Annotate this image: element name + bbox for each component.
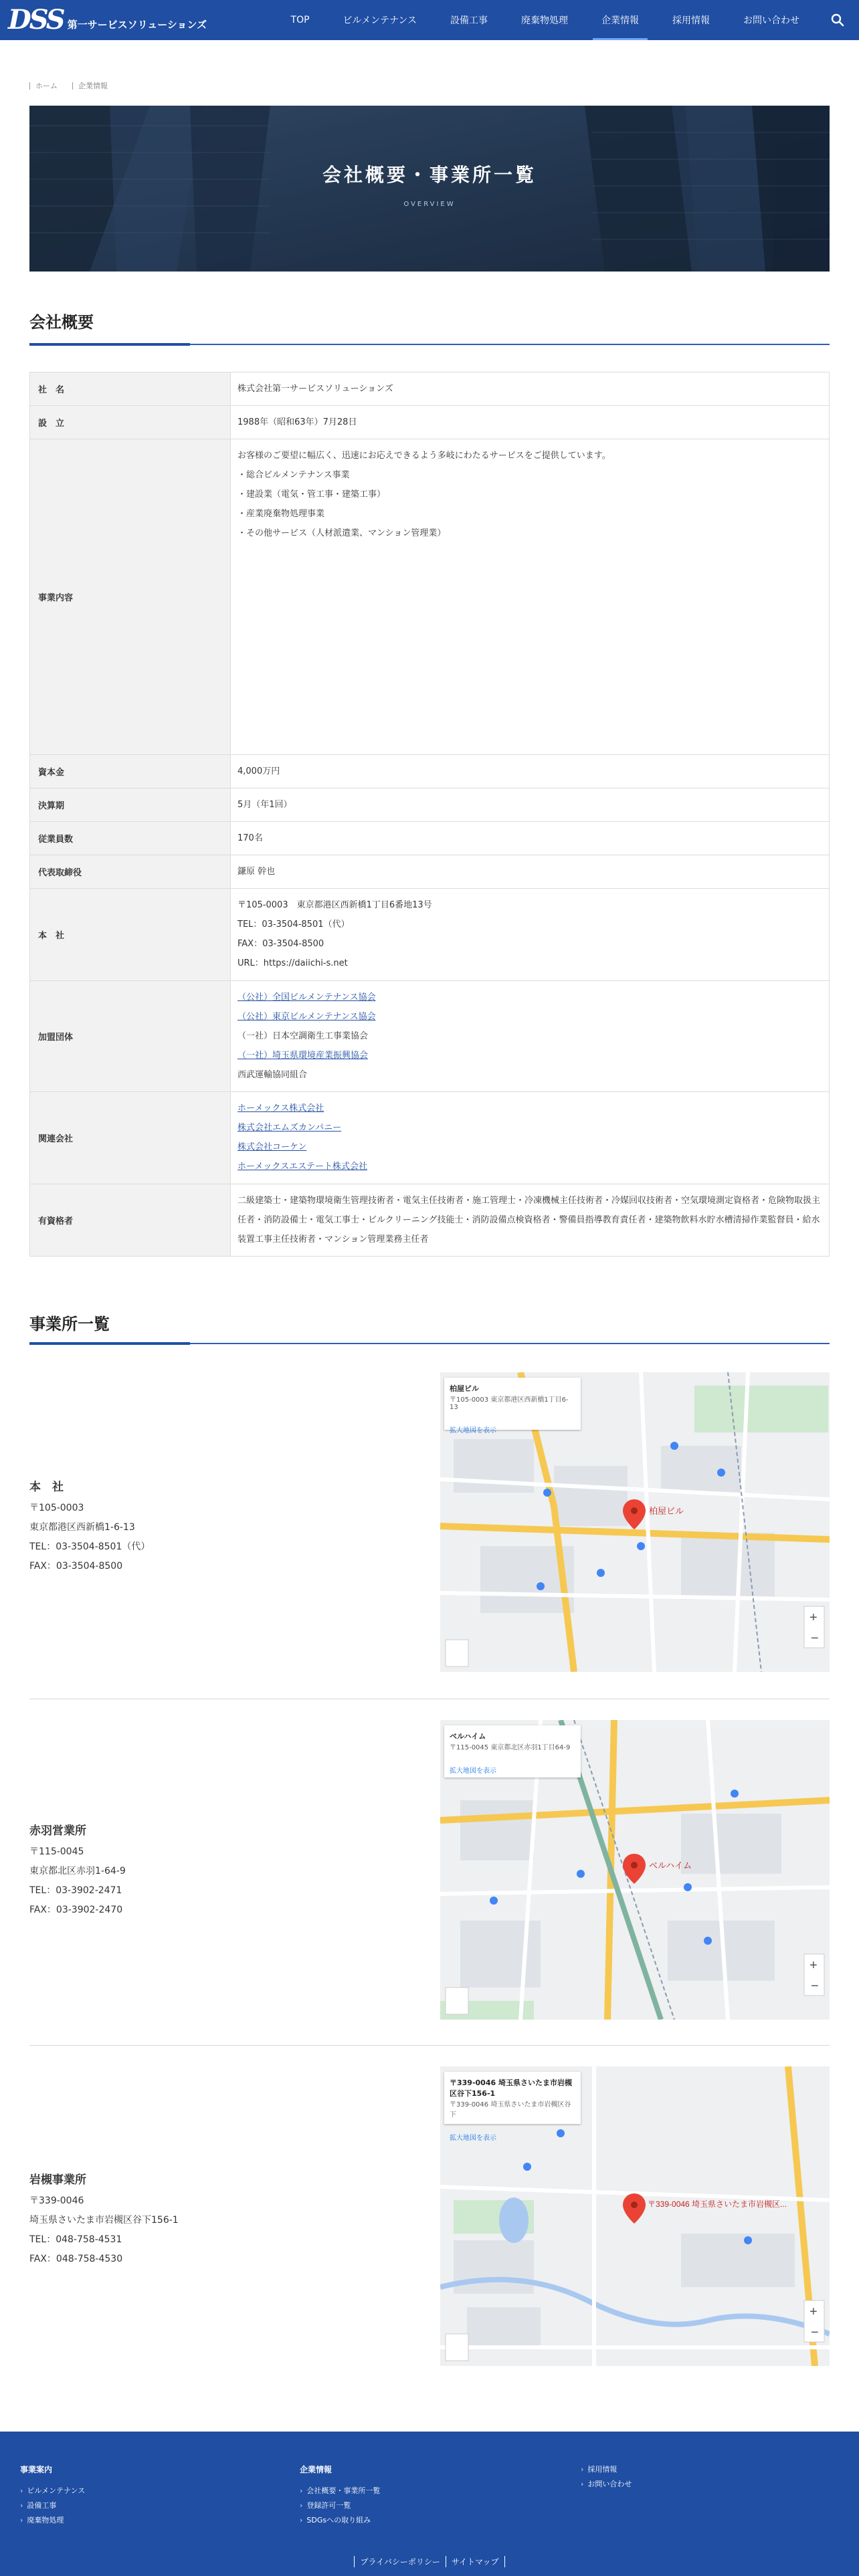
nav-contact[interactable]: お問い合わせ	[743, 15, 799, 26]
row-value	[231, 439, 830, 755]
map-card-title: 柏屋ビル	[450, 1384, 479, 1393]
table-row	[30, 439, 830, 755]
map-enlarge-link[interactable]: 拡大地図を表示	[450, 1767, 496, 1775]
map-info-card	[444, 1725, 581, 1778]
map-card-address: 〒115-0045 東京都北区赤羽1丁目64-9	[450, 1744, 571, 1751]
office-address: 東京都北区赤羽1-64-9	[29, 1866, 126, 1876]
office-tel: TEL：03-3902-2471	[29, 1885, 122, 1896]
row-value	[231, 981, 830, 1092]
office-zip: 〒115-0045	[29, 1846, 84, 1857]
nav-building-maintenance[interactable]: ビルメンテナンス	[343, 15, 417, 26]
association-item: 西武運輸協同組合	[237, 1070, 308, 1080]
table-row	[30, 1092, 830, 1184]
footer-bottom-links	[0, 2556, 859, 2567]
map-type-toggle[interactable]	[446, 1988, 468, 2014]
office-block-iwatsuki	[29, 2066, 830, 2366]
footer-col-other	[581, 2462, 632, 2492]
related-company-link[interactable]: ホーメックスエステート株式会社	[237, 1162, 367, 1172]
row-label: 従業員数	[30, 822, 231, 855]
svg-text:+: +	[809, 1610, 818, 1625]
sitemap-link[interactable]: サイトマップ	[446, 2556, 505, 2567]
office-divider	[29, 2045, 830, 2046]
svg-text:−: −	[811, 1631, 819, 1646]
row-value: 株式会社第一サービスソリューションズ	[231, 372, 830, 406]
logo-text: 第一サービスソリューションズ	[67, 18, 207, 31]
office-block-akabane	[29, 1720, 830, 2020]
section-title-offices: 事業所一覧	[29, 1315, 110, 1333]
office-zip: 〒339-0046	[29, 2195, 84, 2206]
site-header	[0, 0, 859, 40]
table-row	[30, 372, 830, 406]
google-map[interactable]	[440, 1720, 830, 2020]
related-company-link[interactable]: 株式会社エムズカンパニー	[237, 1123, 342, 1133]
hq-fax: FAX：03-3504-8500	[237, 939, 324, 949]
page-subtitle: OVERVIEW	[403, 201, 456, 208]
office-block-headquarters	[29, 1372, 830, 1672]
section-underline	[29, 344, 830, 345]
table-row	[30, 855, 830, 889]
site-logo[interactable]	[8, 3, 207, 37]
row-label: 代表取締役	[30, 855, 231, 889]
row-value: 4,000万円	[231, 755, 830, 788]
hq-url: URL：https://daiichi-s.net	[237, 958, 348, 968]
zoom-controls[interactable]	[804, 1954, 824, 1996]
breadcrumb	[29, 80, 108, 91]
row-label: 事業内容	[30, 439, 231, 755]
nav-recruit[interactable]: 採用情報	[672, 15, 710, 26]
map-enlarge-link[interactable]: 拡大地図を表示	[450, 1427, 496, 1434]
office-tel: TEL：048-758-4531	[29, 2234, 122, 2245]
svg-text:−: −	[811, 1979, 819, 1994]
related-company-link[interactable]: 株式会社コーケン	[237, 1142, 307, 1152]
google-map[interactable]	[440, 2066, 830, 2366]
row-value	[231, 1092, 830, 1184]
office-address: 東京都港区西新橋1-6-13	[29, 1522, 135, 1533]
footer-link[interactable]: › 登録許可一覧	[300, 2498, 380, 2513]
related-company-link[interactable]: ホーメックス株式会社	[237, 1103, 324, 1113]
map-pin-label: ベルハイム	[649, 1860, 692, 1870]
office-name: 本 社	[29, 1481, 64, 1494]
office-zip: 〒105-0003	[29, 1503, 84, 1513]
association-link[interactable]: （一社）埼玉県環境産業振興協会	[237, 1051, 369, 1061]
site-footer	[0, 2432, 859, 2576]
footer-link[interactable]: › 会社概要・事業所一覧	[300, 2484, 380, 2498]
office-tel: TEL：03-3504-8501（代）	[29, 1541, 151, 1552]
map-enlarge-link[interactable]: 拡大地図を表示	[450, 2135, 496, 2142]
nav-company-info[interactable]: 企業情報	[585, 0, 656, 40]
office-fax: FAX：03-3902-2470	[29, 1905, 123, 1915]
business-item: ・総合ビルメンテナンス事業	[237, 470, 350, 480]
table-row	[30, 981, 830, 1092]
office-name: 赤羽営業所	[29, 1824, 86, 1838]
map-card-address: 〒105-0003 東京都港区西新橋1丁目6-13	[450, 1396, 569, 1411]
row-label: 加盟団体	[30, 981, 231, 1092]
map-info-card	[444, 1378, 581, 1434]
office-fax: FAX：048-758-4530	[29, 2254, 123, 2264]
map-type-toggle[interactable]	[446, 2334, 468, 2361]
association-item: （一社）日本空調衛生工事業協会	[237, 1031, 369, 1041]
footer-heading: 事業案内	[20, 2465, 53, 2474]
row-label: 決算期	[30, 788, 231, 822]
row-value: 5月（年1回）	[231, 788, 830, 822]
footer-link[interactable]: › 廃棄物処理	[20, 2513, 85, 2528]
table-row	[30, 788, 830, 822]
business-item: ・建設業（電気・管工事・建築工事）	[237, 490, 386, 500]
svg-text:−: −	[811, 2325, 819, 2340]
map-pin-label: 柏屋ビル	[649, 1506, 684, 1516]
map-card-title: 〒339-0046 埼玉県さいたま市岩槻区谷下156-1	[450, 2078, 572, 2098]
office-fax: FAX：03-3504-8500	[29, 1561, 123, 1572]
row-value: 鎌原 幹也	[231, 855, 830, 889]
office-info	[29, 1478, 150, 1576]
map-card-title: ベルハイム	[450, 1732, 486, 1741]
zoom-controls[interactable]	[804, 1606, 824, 1648]
table-row	[30, 1184, 830, 1257]
row-label: 設 立	[30, 406, 231, 439]
row-value: 1988年（昭和63年）7月28日	[231, 406, 830, 439]
footer-col-business	[20, 2462, 85, 2528]
hero-banner	[29, 106, 830, 272]
section-underline	[29, 1343, 830, 1344]
row-value: 170名	[231, 822, 830, 855]
row-label: 社 名	[30, 372, 231, 406]
business-intro: お客様のご要望に幅広く、迅速にお応えできるよう多岐にわたるサービスをご提供しています。	[237, 451, 611, 461]
business-item: ・その他サービス（人材派遣業、マンション管理業）	[237, 528, 446, 538]
hero-background-image	[29, 106, 830, 272]
hq-tel: TEL：03-3504-8501（代）	[237, 920, 350, 930]
map-pin-label: 〒339-0046 埼玉県さいたま市岩槻区...	[648, 2199, 787, 2209]
nav-top[interactable]: TOP	[290, 15, 310, 25]
section-title-overview: 会社概要	[29, 313, 94, 332]
table-row	[30, 889, 830, 981]
footer-link[interactable]: › ビルメンテナンス	[20, 2484, 85, 2498]
search-icon[interactable]	[830, 12, 846, 28]
office-info	[29, 1822, 126, 1920]
footer-link[interactable]: › 設備工事	[20, 2498, 85, 2513]
office-name: 岩槻事業所	[29, 2173, 86, 2187]
page-title: 会社概要・事業所一覧	[322, 164, 537, 186]
hq-address: 〒105-0003 東京都港区西新橋1丁目6番地13号	[237, 900, 432, 910]
office-address: 埼玉県さいたま市岩槻区谷下156-1	[29, 2215, 179, 2226]
table-row	[30, 822, 830, 855]
row-label: 関連会社	[30, 1092, 231, 1184]
row-value	[231, 889, 830, 981]
office-info	[29, 2171, 179, 2269]
table-row	[30, 755, 830, 788]
breadcrumb-home[interactable]: ホーム	[35, 82, 58, 90]
row-label: 資本金	[30, 755, 231, 788]
footer-col-company	[300, 2462, 380, 2528]
nav-facility-works[interactable]: 設備工事	[450, 15, 488, 26]
breadcrumb-current: 企業情報	[78, 82, 108, 90]
business-item: ・産業廃棄物処理事業	[237, 509, 325, 519]
row-label: 有資格者	[30, 1184, 231, 1257]
footer-heading: 企業情報	[300, 2465, 332, 2474]
table-row	[30, 406, 830, 439]
global-nav	[274, 0, 816, 40]
logo-mark: DSS	[8, 4, 64, 35]
google-map[interactable]	[440, 1372, 830, 1672]
map-type-toggle[interactable]	[446, 1640, 468, 1667]
row-label: 本 社	[30, 889, 231, 981]
footer-link[interactable]: › 採用情報	[581, 2462, 632, 2477]
privacy-policy-link[interactable]: プライバシーポリシー	[354, 2556, 445, 2567]
association-link[interactable]: （公社）東京ビルメンテナンス協会	[237, 1012, 376, 1022]
company-overview-table	[29, 372, 830, 1257]
map-card-address: 〒339-0046 埼玉県さいたま市岩槻区谷下	[450, 2101, 571, 2119]
nav-waste-disposal[interactable]: 廃棄物処理	[521, 15, 568, 26]
svg-text:+: +	[809, 1958, 818, 1973]
zoom-controls[interactable]	[804, 2300, 824, 2342]
svg-text:+: +	[809, 2304, 818, 2319]
map-info-card	[444, 2072, 581, 2142]
footer-link[interactable]: › お問い合わせ	[581, 2477, 632, 2492]
row-value: 二級建築士・建築物環境衛生管理技術者・電気主任技術者・施工管理士・冷凍機械主任技術者・冷媒回収技術者・空気環境測定資格者・危険物取扱主任者・消防設備士・電気工事士・ビルクリーニング技能士・消防設備点検資格者・警備員指導教育責任者・建築物飲料水貯水槽清掃作業監督員・給水装置工事主任技術者・マンション管理業務主任者	[231, 1184, 830, 1257]
footer-link[interactable]: › SDGsへの取り組み	[300, 2513, 380, 2528]
association-link[interactable]: （公社）全国ビルメンテナンス協会	[237, 992, 376, 1002]
